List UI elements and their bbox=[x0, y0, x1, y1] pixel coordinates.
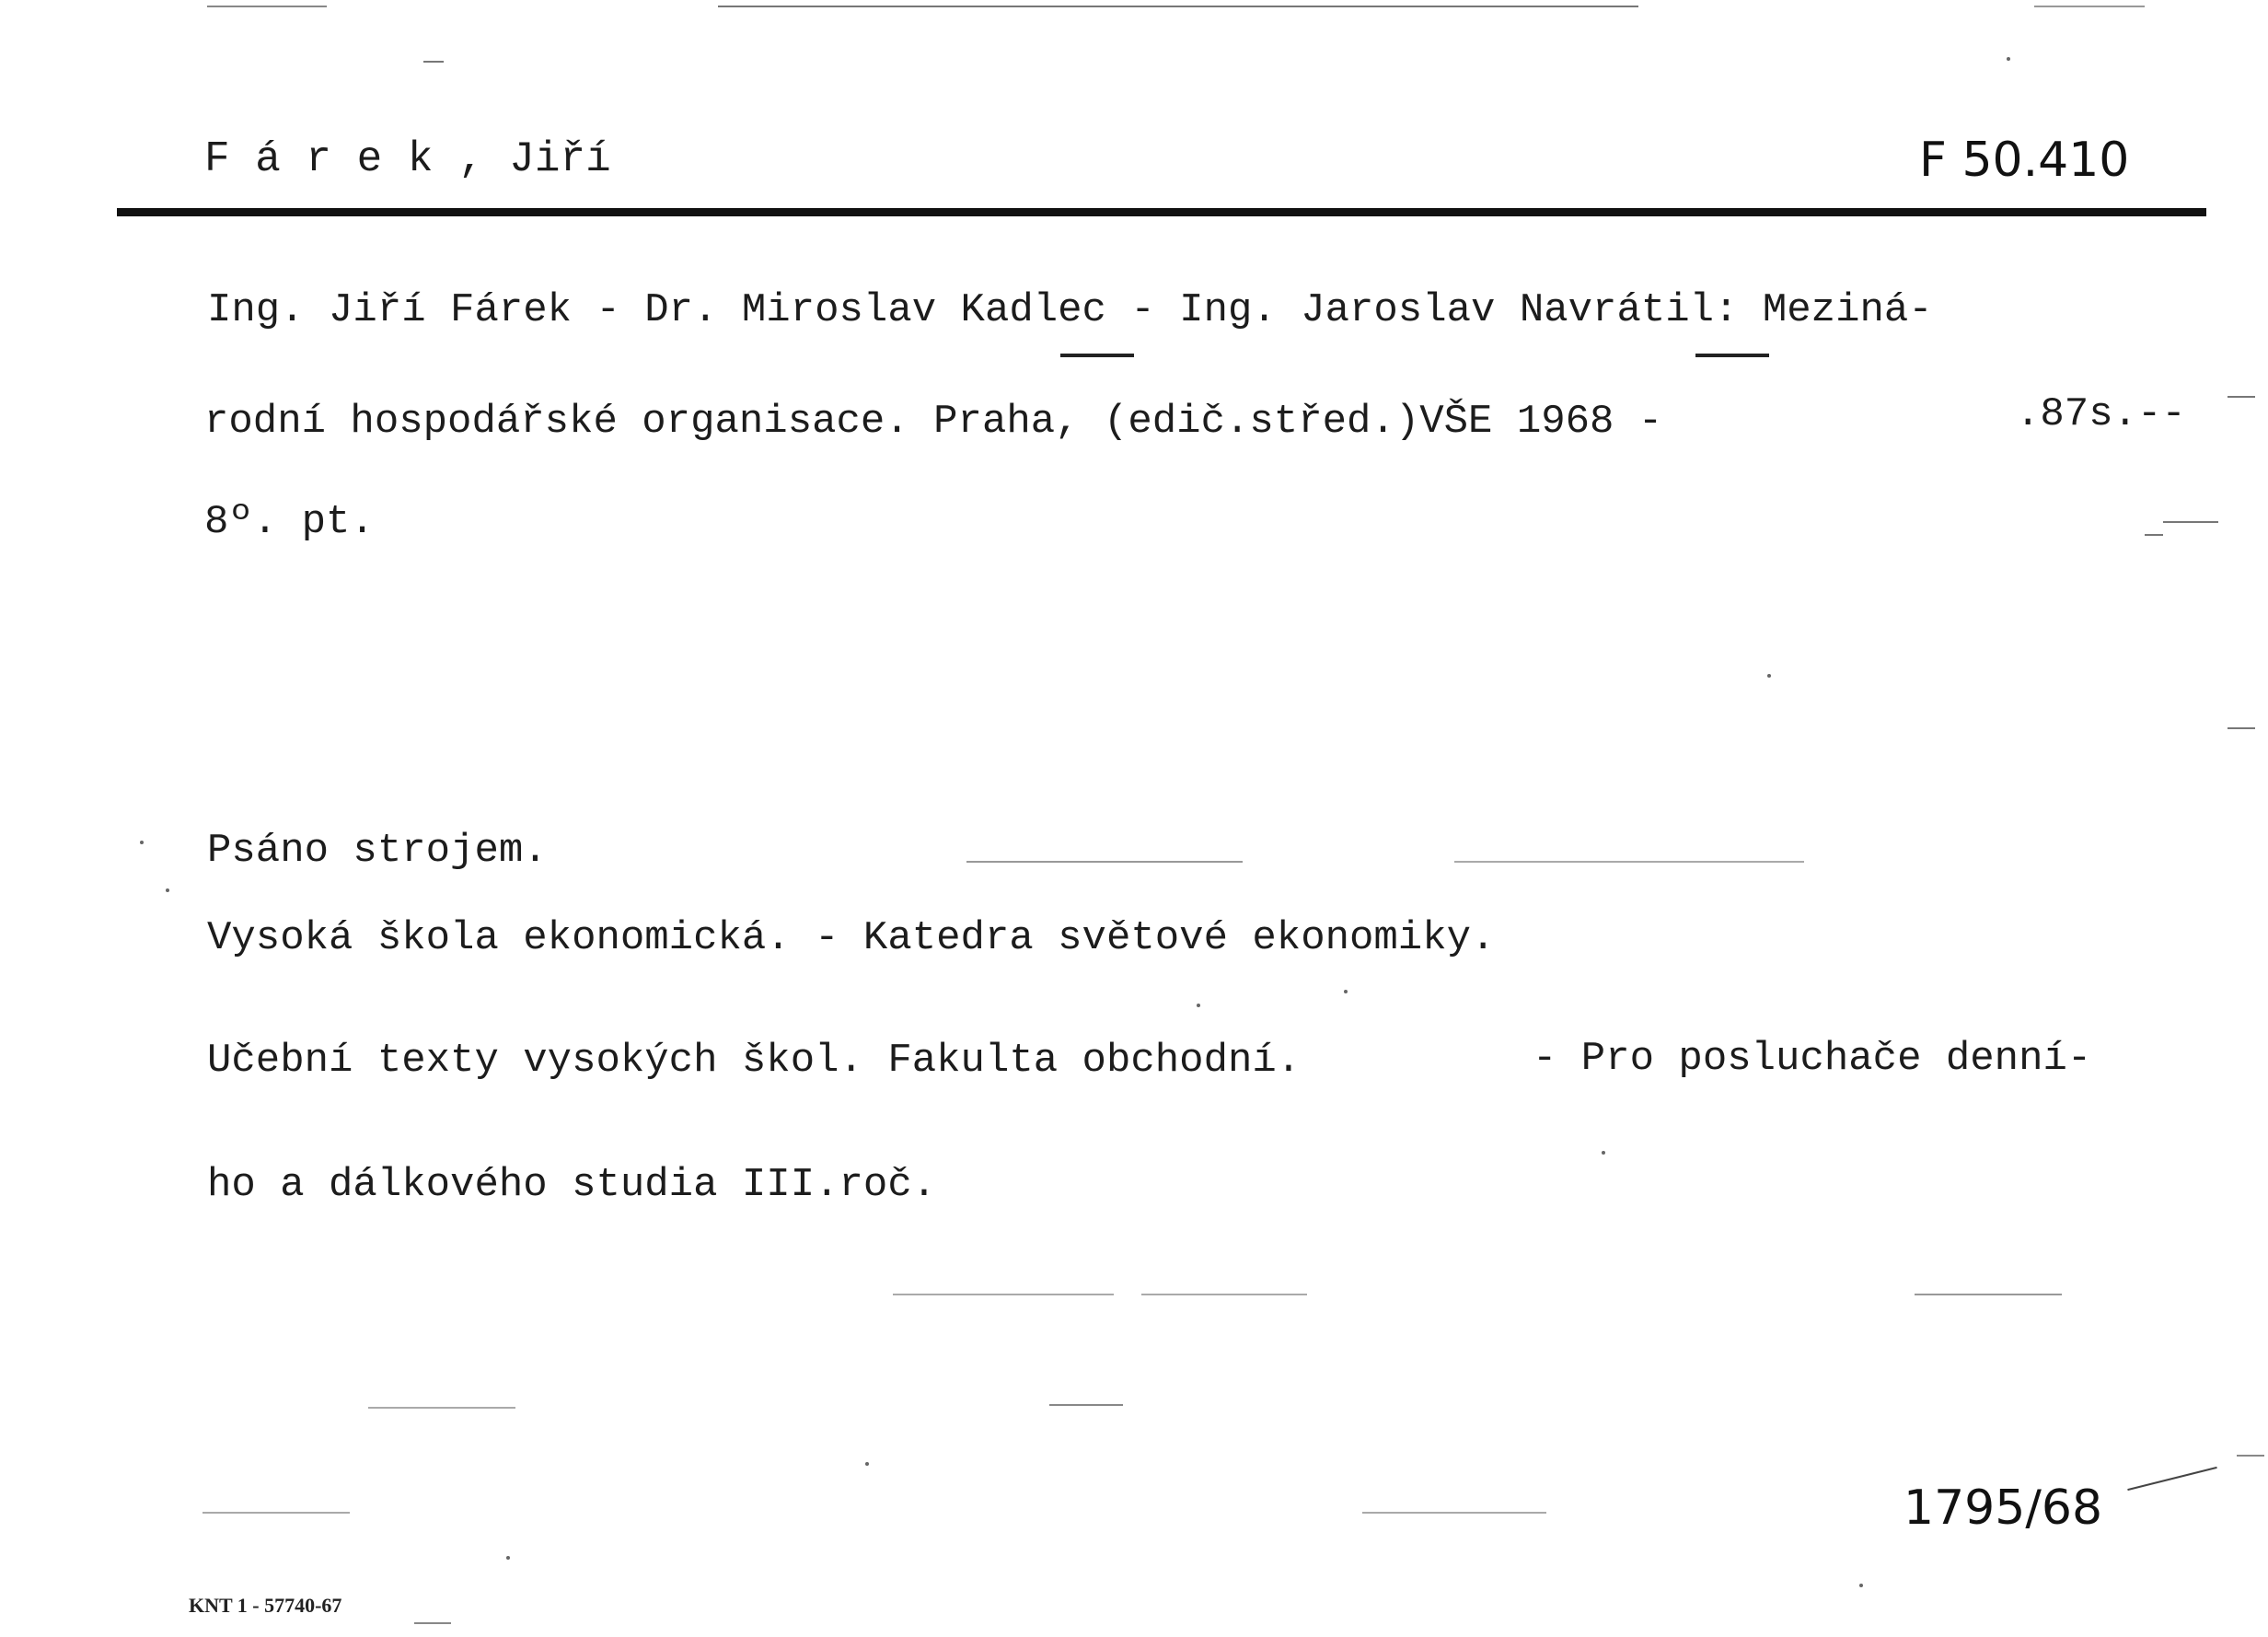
speck-dot bbox=[1767, 674, 1771, 678]
speck-dot bbox=[2007, 57, 2010, 61]
top-faint-rule-right bbox=[2034, 6, 2145, 7]
speck-dot bbox=[1344, 990, 1348, 993]
speck-dash bbox=[423, 61, 444, 63]
call-number: F 50.410 bbox=[1919, 133, 2130, 188]
accession-number: 1795/68 bbox=[1904, 1480, 2103, 1536]
speck-dash bbox=[966, 861, 1243, 863]
top-faint-rule-center bbox=[718, 6, 1638, 7]
speck-dash bbox=[2228, 727, 2255, 729]
speck-dash bbox=[2163, 521, 2218, 523]
underline-kadlec bbox=[1060, 354, 1134, 357]
speck-dash bbox=[1915, 1294, 2062, 1295]
note-audience: - Pro posluchače denní- bbox=[1533, 1036, 2092, 1082]
speck-dash bbox=[893, 1294, 1114, 1295]
speck-dot bbox=[865, 1462, 869, 1466]
speck-dash bbox=[2228, 396, 2255, 398]
speck-dash bbox=[2237, 1455, 2264, 1457]
speck-dot bbox=[506, 1556, 510, 1560]
author-heading: F á r e k , Jiří bbox=[204, 135, 611, 183]
speck-dash bbox=[1049, 1404, 1123, 1406]
record-line-2: rodní hospodářské organisace. Praha, (edič.střed.)VŠE 1968 - bbox=[204, 399, 1663, 445]
speck-dash bbox=[2145, 534, 2163, 536]
speck-dash bbox=[1362, 1512, 1546, 1514]
printer-mark: KNT 1 - 57740-67 bbox=[189, 1594, 342, 1617]
record-line-3: 8º. pt. bbox=[204, 499, 375, 545]
speck-dot bbox=[1602, 1151, 1605, 1155]
speck-dot bbox=[1197, 1004, 1200, 1007]
speck-dash bbox=[1141, 1294, 1307, 1295]
record-line-1: Ing. Jiří Fárek - Dr. Miroslav Kadlec - Ing. Jaroslav Navrátil: Meziná- bbox=[207, 287, 1933, 333]
record-pages: .87s.-- bbox=[2016, 391, 2186, 437]
top-faint-rule-left bbox=[207, 6, 327, 7]
speck-dash bbox=[368, 1407, 515, 1409]
speck-dash bbox=[414, 1622, 451, 1624]
speck-dot bbox=[1859, 1584, 1863, 1587]
accession-stroke bbox=[2127, 1467, 2217, 1491]
note-typescript: Psáno strojem. bbox=[207, 828, 548, 874]
speck-dot bbox=[166, 888, 169, 892]
underline-navratil bbox=[1695, 354, 1769, 357]
speck-dash bbox=[1454, 861, 1804, 863]
note-institution: Vysoká škola ekonomická. - Katedra světové ekonomiky. bbox=[207, 915, 1496, 961]
note-study: ho a dálkového studia III.roč. bbox=[207, 1162, 937, 1208]
speck-dot bbox=[140, 841, 144, 844]
header-rule bbox=[117, 208, 2206, 216]
note-series: Učební texty vysokých škol. Fakulta obchodní. bbox=[207, 1038, 1302, 1084]
speck-dash bbox=[202, 1512, 350, 1514]
